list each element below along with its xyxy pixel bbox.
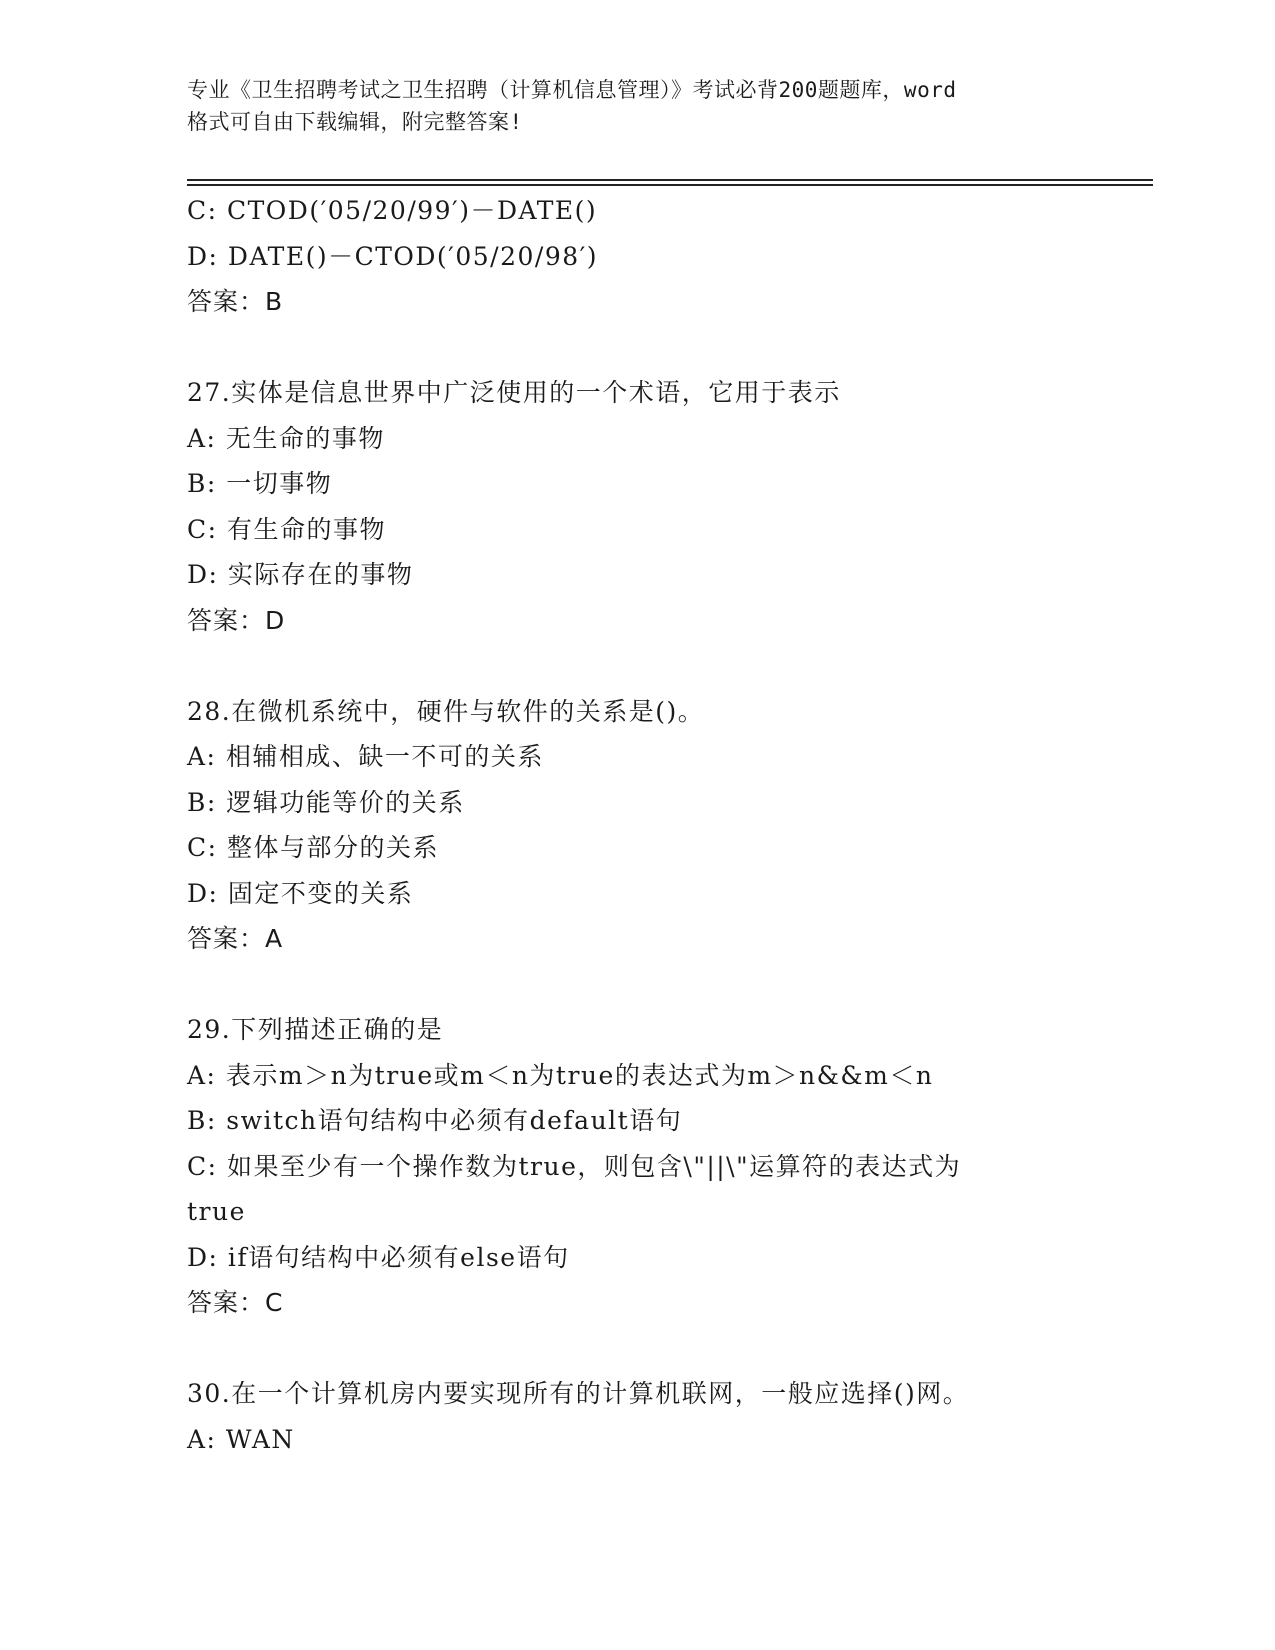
answer-label: 答案：	[187, 924, 266, 953]
option-b: B: switch语句结构中必须有default语句	[187, 1106, 683, 1135]
question-stem: 27.实体是信息世界中广泛使用的一个术语，它用于表示	[187, 378, 841, 407]
question-27	[187, 370, 1087, 643]
answer-line	[187, 916, 1087, 962]
header-title-line-2: 格式可自由下载编辑，附完整答案!	[187, 110, 523, 134]
option-a: A: 相辅相成、缺一不可的关系	[187, 742, 544, 771]
option-d: D: 固定不变的关系	[187, 878, 414, 908]
answer-value: A	[265, 924, 284, 953]
option-d: D: 实际存在的事物	[187, 560, 414, 589]
answer-line	[187, 279, 1087, 325]
question-stem: 29.下列描述正确的是	[187, 1015, 444, 1044]
answer-value: C	[265, 1288, 284, 1317]
answer-value: D	[265, 605, 286, 635]
option-c: C: 如果至少有一个操作数为true，则包含\"||\"运算符的表达式为	[187, 1151, 962, 1181]
question-29	[187, 1007, 1087, 1326]
option-a: A: 无生命的事物	[187, 423, 385, 453]
answer-line	[187, 1280, 1087, 1326]
option-a: A: WAN	[187, 1424, 295, 1454]
answer-label: 答案：	[187, 605, 266, 635]
question-list	[187, 188, 1087, 1462]
option-d: D: DATE()－CTOD(′05/20/98′)	[187, 241, 599, 271]
answer-value: B	[265, 287, 284, 316]
option-b: B: 逻辑功能等价的关系	[187, 787, 465, 817]
option-c: C: CTOD(′05/20/99′)－DATE()	[187, 196, 598, 225]
option-a: A: 表示m＞n为true或m＜n为true的表达式为m＞n&&m＜n	[187, 1060, 934, 1090]
header-divider-top	[187, 179, 1153, 181]
option-b: B: 一切事物	[187, 469, 333, 498]
question-stem: 30.在一个计算机房内要实现所有的计算机联网，一般应选择()网。	[187, 1379, 970, 1408]
question-28	[187, 689, 1087, 962]
question-30	[187, 1371, 1087, 1462]
document-header	[187, 74, 1087, 138]
option-c-continued: true	[187, 1197, 246, 1226]
header-divider-bottom	[187, 184, 1153, 186]
question-26-continued	[187, 188, 1087, 325]
option-d: D: if语句结构中必须有else语句	[187, 1242, 570, 1272]
answer-line	[187, 598, 1087, 644]
header-title-line-1: 专业《卫生招聘考试之卫生招聘（计算机信息管理）》考试必背200题题库，word	[187, 78, 957, 102]
option-c: C: 有生命的事物	[187, 514, 386, 544]
question-stem: 28.在微机系统中，硬件与软件的关系是()。	[187, 696, 705, 726]
answer-label: 答案：	[187, 1288, 266, 1317]
option-c: C: 整体与部分的关系	[187, 833, 439, 862]
answer-label: 答案：	[187, 287, 266, 316]
